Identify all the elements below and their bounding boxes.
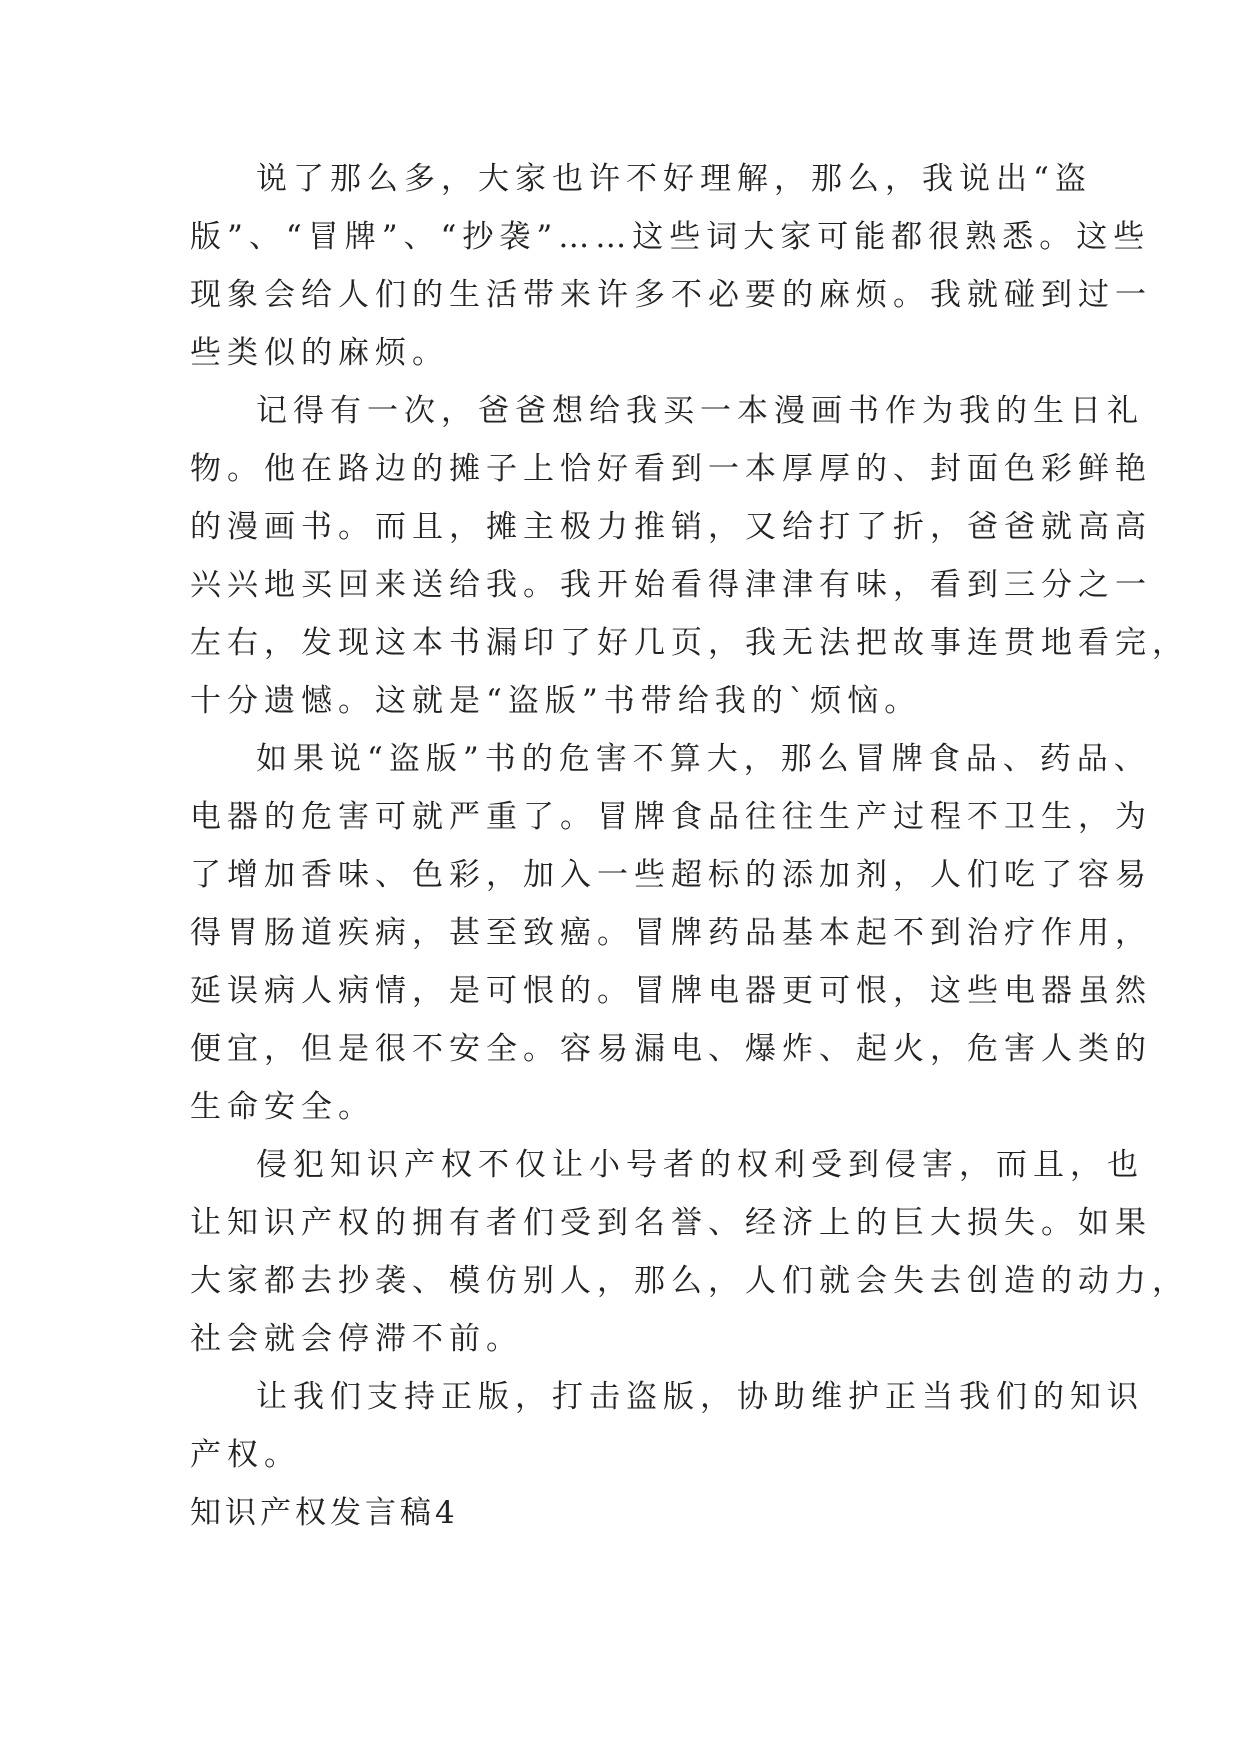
text-line: 如果说“盗版”书的危害不算大，那么冒牌食品、药品、: [256, 741, 1151, 777]
paragraph: [190, 1368, 1144, 1484]
text-line: 延误病人病情，是可恨的。冒牌电器更可恨，这些电器虽然: [190, 973, 1152, 1009]
paragraph: [190, 150, 1152, 382]
text-line: 侵犯知识产权不仅让小号者的权利受到侵害，而且，也: [256, 1147, 1144, 1183]
text-line: 便宜，但是很不安全。容易漏电、爆炸、起火，危害人类的: [190, 1031, 1152, 1067]
text-line: 的漫画书。而且，摊主极力推销，又给打了折，爸爸就高高: [190, 509, 1152, 545]
section-heading: 知识产权发言稿4: [190, 1495, 459, 1531]
text-line: 左右，发现这本书漏印了好几页，我无法把故事连贯地看完，: [190, 625, 1189, 661]
text-line: 现象会给人们的生活带来许多不必要的麻烦。我就碰到过一: [190, 277, 1152, 313]
text-line: 大家都去抄袭、模仿别人，那么，人们就会失去创造的动力，: [190, 1263, 1189, 1299]
text-line: 生命安全。: [190, 1089, 375, 1125]
document-body: [190, 150, 1189, 1542]
paragraph: [190, 1136, 1189, 1368]
paragraph: [190, 730, 1152, 1136]
text-line: 说了那么多，大家也许不好理解，那么，我说出“盗: [256, 161, 1092, 197]
text-line: 些类似的麻烦。: [190, 335, 449, 371]
text-line: 让知识产权的拥有者们受到名誉、经济上的巨大损失。如果: [190, 1205, 1152, 1241]
text-line: 电器的危害可就严重了。冒牌食品往往生产过程不卫生，为: [190, 799, 1152, 835]
text-line: 产权。: [190, 1437, 301, 1473]
text-line: 社会就会停滞不前。: [190, 1321, 523, 1357]
text-line: 了增加香味、色彩，加入一些超标的添加剂，人们吃了容易: [190, 857, 1152, 893]
text-line: 版”、“冒牌”、“抄袭”……这些词大家可能都很熟悉。这些: [190, 219, 1151, 255]
text-line: 兴兴地买回来送给我。我开始看得津津有味，看到三分之一: [190, 567, 1152, 603]
text-line: 让我们支持正版，打击盗版，协助维护正当我们的知识: [256, 1379, 1144, 1415]
text-line: 得胃肠道疾病，甚至致癌。冒牌药品基本起不到治疗作用，: [190, 915, 1152, 951]
text-line: 记得有一次，爸爸想给我买一本漫画书作为我的生日礼: [256, 393, 1144, 429]
text-line: 十分遗憾。这就是“盗版”书带给我的`烦恼。: [190, 683, 922, 719]
text-line: 物。他在路边的摊子上恰好看到一本厚厚的、封面色彩鲜艳: [190, 451, 1152, 487]
paragraph: [190, 382, 1189, 730]
